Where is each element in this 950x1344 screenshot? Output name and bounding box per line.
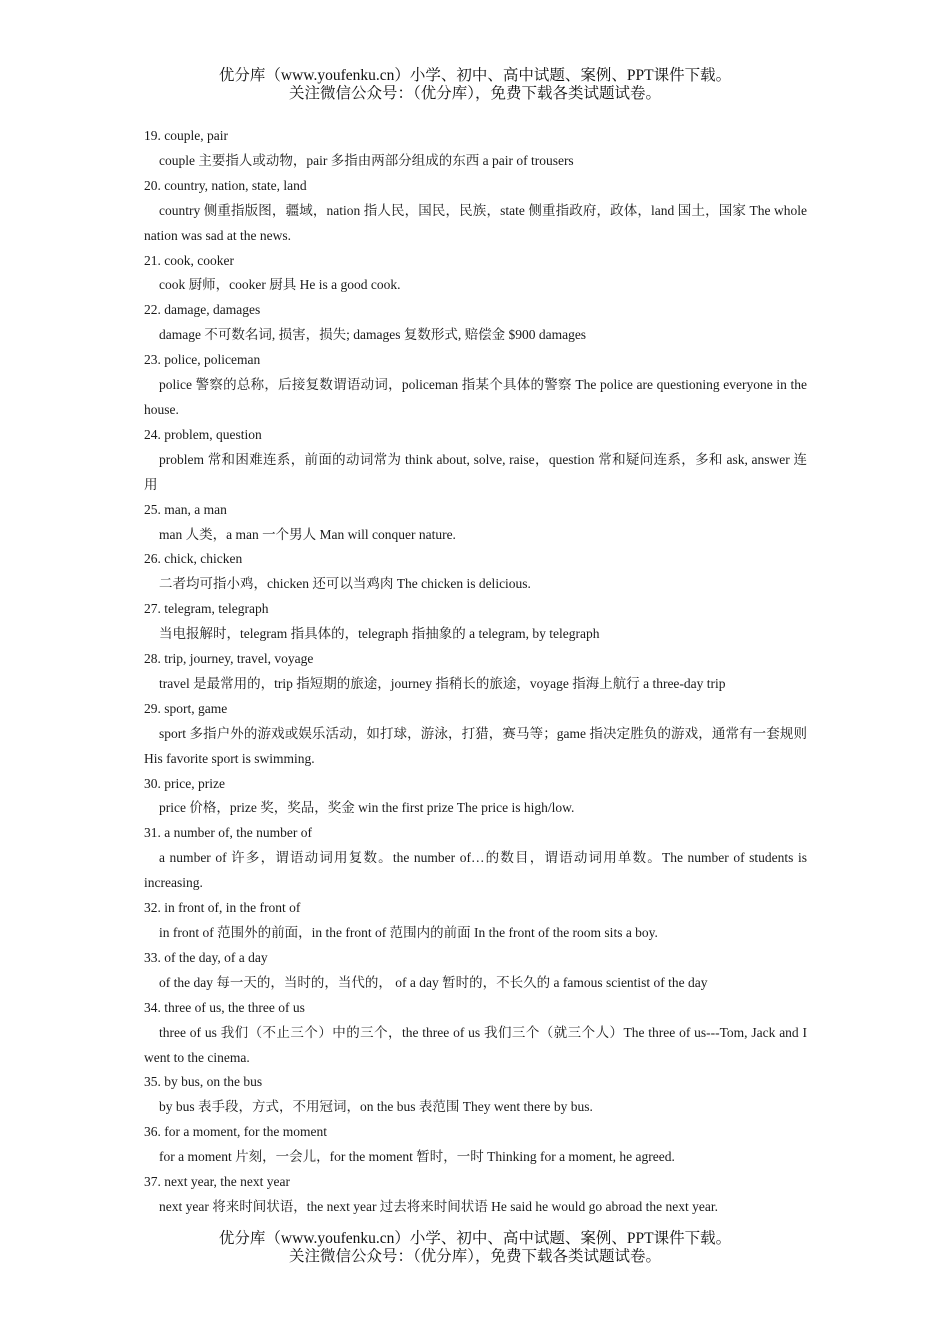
footer-line-1: 优分库（www.youfenku.cn）小学、初中、高中试题、案例、PPT课件下载。 [218,1230,732,1247]
entry-title: 25. man, a man [144,501,227,517]
entry-title: 35. by bus, on the bus [144,1074,263,1090]
entry-31 [144,821,807,896]
entry-body: for a moment 片刻，一会儿，for the moment 暂时，一时 Thinking for a moment, he agreed. [159,1149,675,1165]
entry-title: 32. in front of, in the front of [144,900,301,916]
entry-body: next year 将来时间状语，the next year 过去将来时间状语 He said he would go abroad the next year. [159,1198,718,1214]
entry-body: 二者均可指小鸡，chicken 还可以当鸡肉 The chicken is delicious. [159,576,531,592]
entry-37 [144,1170,807,1220]
entry-30 [144,772,807,822]
entry-body: a number of 许多，谓语动词用复数。the number of…的数目，谓语动词用单数。The number of students is increasing. [144,850,807,891]
entry-title: 24. problem, question [144,426,262,442]
header-line-1: 优分库（www.youfenku.cn）小学、初中、高中试题、案例、PPT课件下载。 [218,67,732,84]
entry-body: in front of 范围外的前面，in the front of 范围内的前面 In the front of the room sits a boy. [159,925,658,940]
entry-title: 29. sport, game [144,700,228,716]
entry-body: of the day 每一天的，当时的，当代的， of a day 暂时的，不长久的 a famous scientist of the day [159,974,708,990]
entry-36 [144,1120,807,1170]
page-footer [0,1230,950,1266]
entry-title: 26. chick, chicken [144,551,243,567]
entry-29 [144,697,807,772]
entry-25 [144,498,807,548]
entry-body: 当电报解时，telegram 指具体的，telegraph 指抽象的 a telegram, by telegraph [159,626,600,642]
entry-32 [144,896,807,946]
entry-body: three of us 我们（不止三个）中的三个，the three of us 我们三个（就三个人）The three of us---Tom, Jack and I went to the cinema. [144,1024,807,1065]
entry-body: damage 不可数名词, 损害，损失; damages 复数形式, 赔偿金 $900 damages [159,327,587,343]
entry-title: 28. trip, journey, travel, voyage [144,651,314,667]
entry-title: 31. a number of, the number of [144,825,312,841]
entry-title: 33. of the day, of a day [144,949,268,965]
document-body [144,124,807,1220]
entry-title: 22. damage, damages [144,302,261,318]
entry-title: 30. price, prize [144,775,225,791]
entry-title: 20. country, nation, state, land [144,177,307,193]
entry-body: price 价格，prize 奖，奖品，奖金 win the first prize The price is high/low. [159,800,575,816]
header-line-2: 关注微信公众号：（优分库），免费下载各类试题试卷。 [288,85,661,102]
entry-26 [144,547,807,597]
entry-22 [144,298,807,348]
entry-21 [144,249,807,299]
entry-body: by bus 表手段，方式，不用冠词，on the bus 表范围 They went there by bus. [159,1099,593,1115]
entry-body: cook 厨师，cooker 厨具 He is a good cook. [159,277,401,293]
entry-body: problem 常和困难连系，前面的动词常为 think about, solve, raise，question 常和疑问连系，多和 ask, answer 连用 [144,451,807,492]
entry-title: 21. cook, cooker [144,252,234,268]
entry-28 [144,647,807,697]
entry-body: police 警察的总称，后接复数谓语动词，policeman 指某个具体的警察 The police are questioning everyone in the house. [144,377,807,417]
entry-body: sport 多指户外的游戏或娱乐活动，如打球，游泳，打猎，赛马等；game 指决定胜负的游戏，通常有一套规则 His favorite sport is swimming. [144,725,807,766]
entry-34 [144,996,807,1071]
entry-title: 36. for a moment, for the moment [144,1124,327,1140]
entry-20 [144,174,807,249]
entry-35 [144,1070,807,1120]
page-header [0,67,950,103]
entry-title: 27. telegram, telegraph [144,601,269,617]
entry-title: 23. police, policeman [144,352,261,368]
footer-line-2: 关注微信公众号：（优分库），免费下载各类试题试卷。 [288,1248,661,1265]
entry-33 [144,946,807,996]
entry-body: man 人类，a man 一个男人 Man will conquer nature. [159,526,456,542]
entry-27 [144,597,807,647]
entry-body: couple 主要指人或动物，pair 多指由两部分组成的东西 a pair of trousers [159,152,574,168]
entry-24 [144,423,807,498]
entry-title: 19. couple, pair [144,128,228,143]
entry-body: country 侧重指版图，疆域，nation 指人民，国民，民族，state 侧重指政府，政体，land 国土，国家 The whole nation was sad at the news. [144,202,807,243]
entry-title: 34. three of us, the three of us [144,999,305,1015]
entry-19 [144,124,807,174]
entry-body: travel 是最常用的，trip 指短期的旅途，journey 指稍长的旅途，voyage 指海上航行 a three-day trip [159,675,726,691]
entry-23 [144,348,807,423]
entry-title: 37. next year, the next year [144,1174,291,1190]
